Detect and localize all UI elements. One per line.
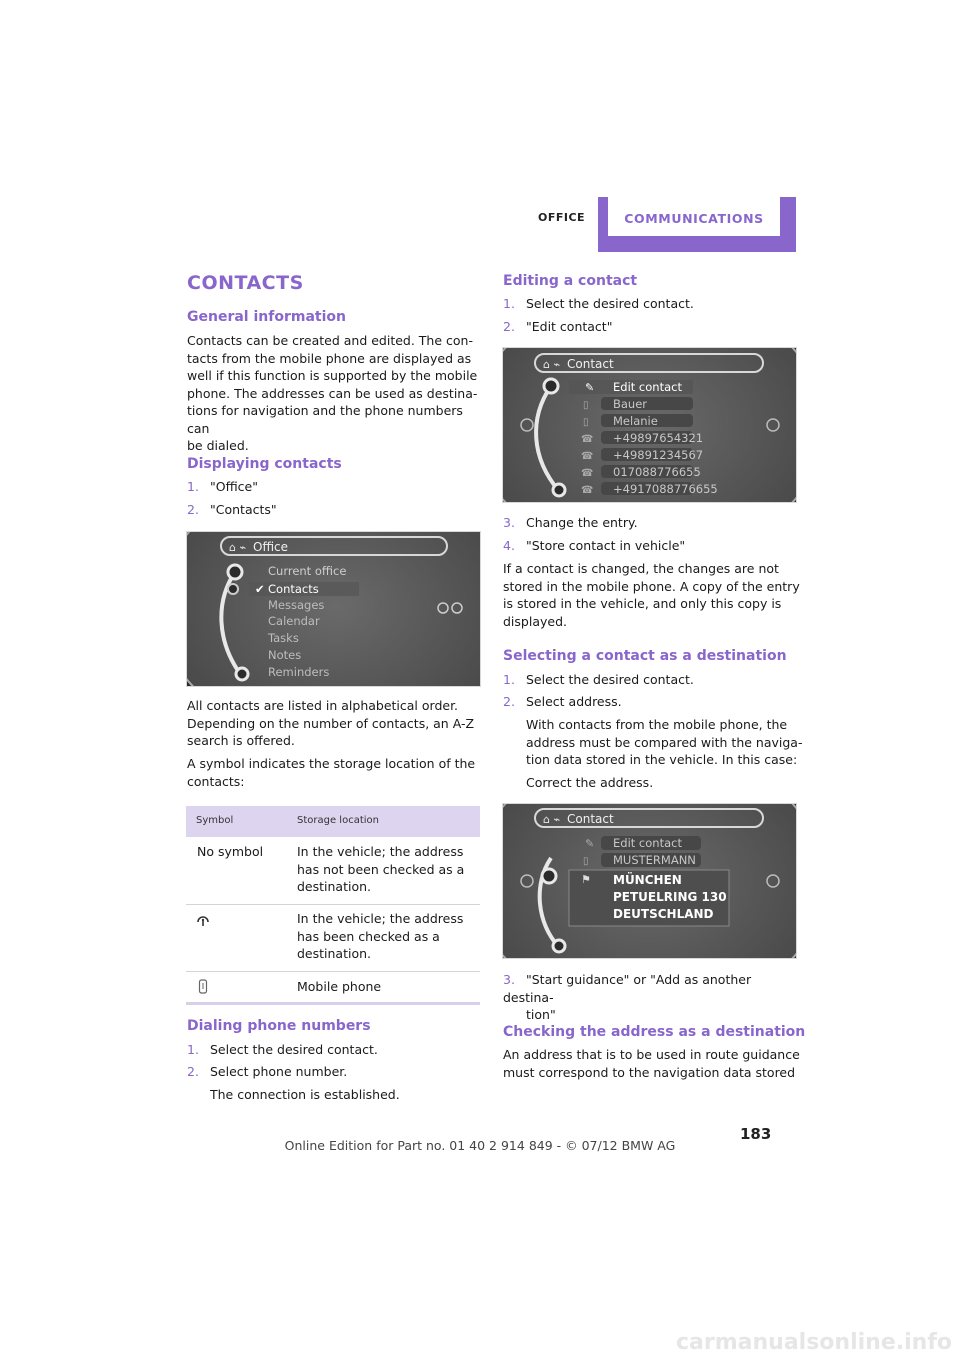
svg-text:▯: ▯ <box>583 417 589 428</box>
step-text: Select phone number. <box>210 1064 348 1079</box>
screen-item: Melanie <box>613 414 658 428</box>
text-line: phone. The addresses can be used as destina- <box>187 385 478 401</box>
selecting-heading: Selecting a contact as a destination <box>503 648 787 664</box>
step-number: 2. <box>503 694 515 709</box>
dialing-heading: Dialing phone numbers <box>187 1018 371 1034</box>
svg-text:▯: ▯ <box>583 856 589 867</box>
text-line: search is offered. <box>187 733 295 748</box>
screen-item: +49897654321 <box>613 431 704 445</box>
table-cell <box>297 910 477 963</box>
step-number: 2. <box>187 1064 199 1079</box>
screen-item: Notes <box>268 648 302 662</box>
screen-item: Calendar <box>268 614 320 628</box>
symbol-paragraph <box>187 755 487 790</box>
screen-item: MUSTERMANN <box>613 853 696 867</box>
screen-item: Contacts <box>268 582 319 596</box>
text-line: displayed. <box>503 613 567 629</box>
text-line: address must be compared with the naviga- <box>526 734 803 750</box>
footer-text: Online Edition for Part no. 01 40 2 914 849 - © 07/12 BMW AG <box>284 1138 676 1153</box>
editing-heading: Editing a contact <box>503 273 638 289</box>
svg-text:⌂ ⌁: ⌂ ⌁ <box>543 358 561 371</box>
step-text: "Store contact in vehicle" <box>526 538 686 553</box>
text-line: must correspond to the navigation data stored <box>503 1064 796 1080</box>
text-line: Contacts can be created and edited. The con- <box>187 333 473 348</box>
checking-heading: Checking the address as a destination <box>503 1024 806 1040</box>
list-item <box>503 693 622 711</box>
list-item <box>503 295 694 313</box>
screen-item: 017088776655 <box>613 465 701 479</box>
list-item <box>187 501 277 519</box>
screen-item: Bauer <box>613 397 648 411</box>
table-cell <box>297 843 477 896</box>
text-line: destination. <box>297 879 372 894</box>
list-item <box>503 671 694 689</box>
text-line: is stored in the vehicle, and only this copy is <box>503 596 782 611</box>
general-paragraph <box>187 332 487 455</box>
table-cell: Mobile phone <box>297 979 382 994</box>
selecting-note <box>526 716 806 769</box>
list-item <box>187 478 258 496</box>
step-text: Select address. <box>526 694 622 709</box>
screen-item: Edit contact <box>613 380 682 394</box>
screen-item: +4917088776655 <box>613 482 718 496</box>
screen-item: Current office <box>268 564 347 578</box>
screen-item: +49891234567 <box>613 448 704 462</box>
changed-paragraph <box>503 560 803 630</box>
selecting-note-2: Correct the address. <box>526 775 654 790</box>
header-section: OFFICE <box>538 211 586 224</box>
svg-text:▯: ▯ <box>583 400 589 411</box>
svg-text:✎: ✎ <box>585 837 595 850</box>
text-line: A symbol indicates the storage location of the <box>187 756 476 771</box>
text-line: Depending on the number of contacts, an A-Z <box>187 715 475 731</box>
general-heading: General information <box>187 309 346 325</box>
list-item <box>187 1063 347 1081</box>
step-number: 1. <box>503 296 515 311</box>
text-line: If a contact is changed, the changes are not <box>503 561 779 576</box>
text-line: In the vehicle; the address <box>297 844 464 859</box>
step-text: "Contacts" <box>210 502 277 517</box>
step-number: 2. <box>187 502 199 517</box>
contact-address-screenshot <box>502 803 797 959</box>
step-number: 2. <box>503 319 515 334</box>
step-number: 1. <box>187 479 199 494</box>
step-number: 3. <box>503 972 515 987</box>
step-text: "Edit contact" <box>526 319 613 334</box>
step-text: "Start guidance" or "Add as another destina- <box>503 972 752 1005</box>
step-number: 1. <box>503 672 515 687</box>
text-line: stored in the mobile phone. A copy of the entry <box>503 578 800 594</box>
table-col-symbol: Symbol <box>196 815 234 826</box>
svg-text:⚑: ⚑ <box>581 873 591 886</box>
checking-paragraph <box>503 1046 803 1081</box>
table-divider <box>186 971 480 972</box>
office-screenshot <box>186 531 481 687</box>
text-line: tions for navigation and the phone numbers can <box>187 403 463 436</box>
table-cell: No symbol <box>197 844 264 859</box>
step-text: Select the desired contact. <box>526 296 694 311</box>
header-chapter: COMMUNICATIONS <box>624 211 764 226</box>
step-text: tion" <box>526 1007 556 1022</box>
table-col-storage: Storage location <box>297 815 379 826</box>
vehicle-checked-icon <box>196 912 210 926</box>
text-line: tion data stored in the vehicle. In this case: <box>526 752 798 767</box>
text-line: contacts: <box>187 773 245 789</box>
address-line: PETUELRING 130 <box>613 890 727 904</box>
check-icon: ✔ <box>255 582 265 596</box>
step-number: 1. <box>187 1042 199 1057</box>
screen-title: Contact <box>567 812 614 826</box>
text-line: destination. <box>297 946 372 961</box>
text-line: All contacts are listed in alphabetical order. <box>187 698 459 713</box>
text-line: has not been checked as a <box>297 861 465 877</box>
screen-item: Edit contact <box>613 836 682 850</box>
text-line: tacts from the mobile phone are displayed as <box>187 350 472 366</box>
svg-text:⌂ ⌁: ⌂ ⌁ <box>543 813 561 826</box>
watermark <box>0 1330 960 1355</box>
address-line: MÜNCHEN <box>613 873 682 887</box>
watermark-text: carmanualsonline.info <box>676 1330 952 1355</box>
alphabetical-paragraph <box>187 697 487 750</box>
text-line: With contacts from the mobile phone, the <box>526 717 788 732</box>
step-text: "Office" <box>210 479 258 494</box>
step-number: 3. <box>503 515 515 530</box>
list-item <box>187 1041 378 1059</box>
screen-item: Messages <box>268 598 325 612</box>
displaying-heading: Displaying contacts <box>187 456 342 472</box>
screen-title: Contact <box>567 357 614 371</box>
text-line: An address that is to be used in route guidance <box>503 1047 800 1062</box>
svg-text:⌂ ⌁: ⌂ ⌁ <box>229 541 247 554</box>
list-item <box>503 537 685 555</box>
table-bottom-rule <box>186 1002 480 1005</box>
text-line: has been checked as a <box>297 928 440 944</box>
page-title: CONTACTS <box>187 272 304 294</box>
list-item <box>503 318 612 336</box>
pencil-icon: ✎ <box>585 381 595 394</box>
screen-item: Reminders <box>268 665 330 679</box>
step-text: Select the desired contact. <box>210 1042 378 1057</box>
dialing-note: The connection is established. <box>210 1087 400 1102</box>
screen-item: Tasks <box>268 631 299 645</box>
table-divider <box>186 904 480 905</box>
mobile-phone-icon <box>198 979 208 994</box>
svg-text:☎: ☎ <box>581 468 594 479</box>
svg-text:☎: ☎ <box>581 434 594 445</box>
text-line: In the vehicle; the address <box>297 911 464 926</box>
screen-title: Office <box>253 540 289 554</box>
svg-text:☎: ☎ <box>581 485 594 496</box>
svg-text:☎: ☎ <box>581 451 594 462</box>
list-item <box>503 514 638 532</box>
step-text: Change the entry. <box>526 515 638 530</box>
step-text: Select the desired contact. <box>526 672 694 687</box>
edit-contact-screenshot <box>502 347 797 503</box>
address-line: DEUTSCHLAND <box>613 907 714 921</box>
list-item <box>503 971 803 1024</box>
step-number: 4. <box>503 538 515 553</box>
text-line: be dialed. <box>187 438 249 453</box>
text-line: well if this function is supported by the mobile <box>187 368 478 383</box>
page-number: 183 <box>740 1125 772 1143</box>
